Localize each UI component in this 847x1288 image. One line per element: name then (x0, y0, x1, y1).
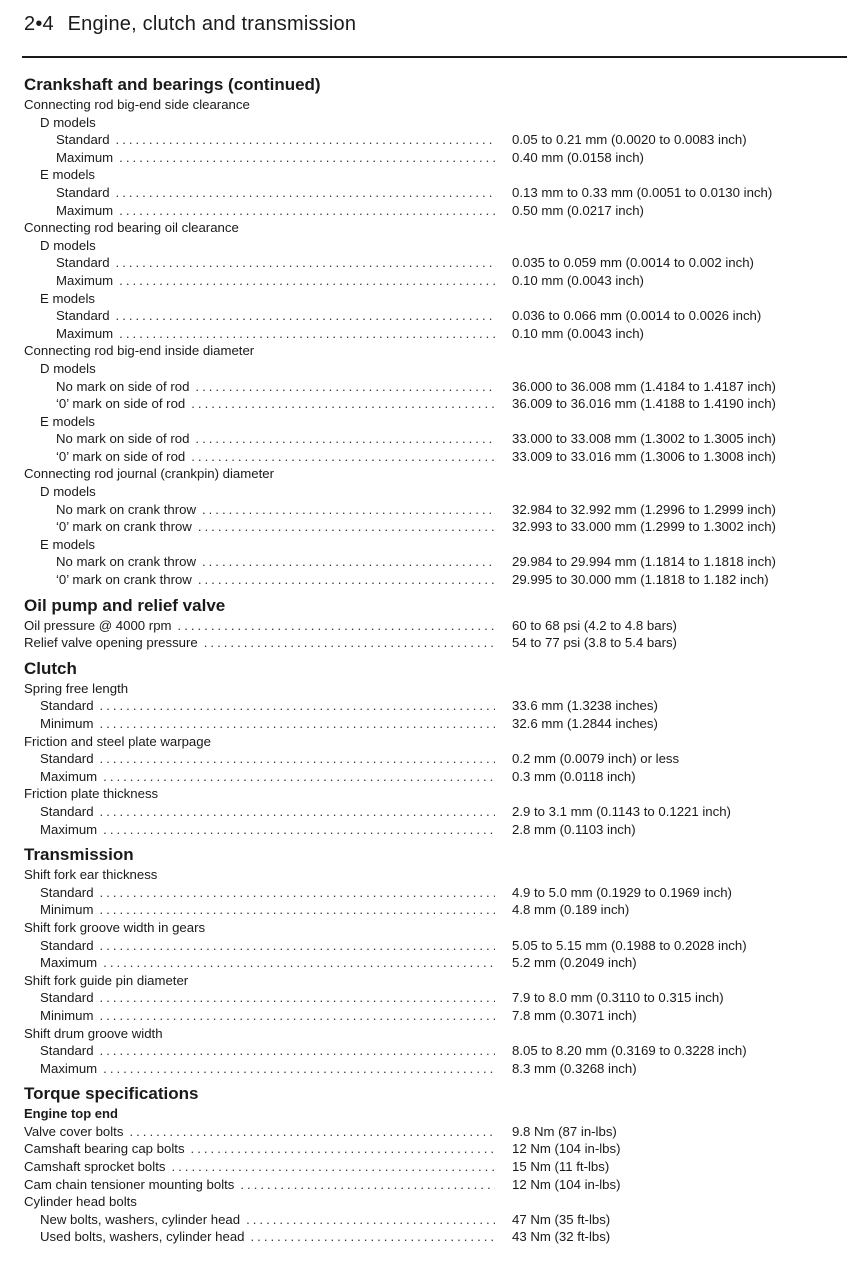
spec-label-wrap (56, 501, 495, 519)
spec-row (0, 697, 847, 715)
spec-label-wrap (56, 307, 495, 325)
spec-row (0, 1007, 847, 1025)
spec-label-wrap (56, 325, 495, 343)
spec-row (0, 1123, 847, 1141)
spec-label-wrap (56, 202, 495, 220)
spec-row (0, 219, 847, 237)
spec-label: Standard (40, 990, 94, 1006)
spec-row (0, 483, 847, 501)
spec-label-wrap (40, 290, 95, 308)
spec-value: 0.3 mm (0.0118 inch) (512, 768, 636, 784)
spec-row (0, 448, 847, 466)
spec-label: Spring free length (24, 680, 129, 696)
spec-row (0, 680, 847, 698)
spec-value: 33.000 to 33.008 mm (1.3002 to 1.3005 inch) (512, 431, 776, 447)
spec-label: Maximum (56, 325, 114, 341)
dot-leader (191, 395, 495, 413)
spec-label-wrap (24, 634, 495, 652)
spec-label: ‘0’ mark on crank throw (56, 572, 192, 588)
dot-leader (116, 307, 495, 325)
dot-leader (198, 571, 495, 589)
spec-value: 2.8 mm (0.1103 inch) (512, 821, 636, 837)
spec-label: Maximum (40, 821, 98, 837)
dot-leader (202, 553, 495, 571)
spec-label: ‘0’ mark on side of rod (56, 396, 186, 412)
spec-label: D models (40, 114, 96, 130)
spec-label-wrap (40, 166, 95, 184)
spec-row (0, 378, 847, 396)
spec-row (0, 884, 847, 902)
section-title: Oil pump and relief valve (24, 595, 226, 615)
spec-label-wrap (40, 237, 96, 255)
page-number: 2•4 (24, 13, 54, 35)
spec-value: 0.10 mm (0.0043 inch) (512, 272, 644, 288)
section-title: Transmission (24, 845, 134, 865)
dot-leader (103, 1060, 495, 1078)
spec-label: Connecting rod journal (crankpin) diameter (24, 466, 274, 482)
dot-leader (103, 821, 495, 839)
spec-value: 2.9 to 3.1 mm (0.1143 to 0.1221 inch) (512, 803, 731, 819)
dot-leader (198, 518, 495, 536)
spec-row (0, 553, 847, 571)
spec-label-wrap (40, 114, 96, 132)
spec-label: Standard (56, 132, 110, 148)
spec-value: 15 Nm (11 ft-lbs) (512, 1159, 610, 1175)
dot-leader (191, 448, 495, 466)
spec-label-wrap (56, 430, 495, 448)
spec-label: Maximum (56, 149, 114, 165)
spec-label-wrap (56, 184, 495, 202)
spec-label: ‘0’ mark on crank throw (56, 519, 192, 535)
spec-label-wrap (40, 750, 495, 768)
spec-label-wrap (56, 553, 495, 571)
spec-row (0, 989, 847, 1007)
spec-label: Minimum (40, 1007, 94, 1023)
spec-label: Maximum (56, 202, 114, 218)
spec-label-wrap (24, 1123, 495, 1141)
spec-row (0, 1042, 847, 1060)
spec-label: D models (40, 237, 96, 253)
spec-value: 7.9 to 8.0 mm (0.3110 to 0.315 inch) (512, 990, 724, 1006)
dot-leader (99, 1007, 495, 1025)
dot-leader (100, 989, 495, 1007)
dot-leader (99, 715, 495, 733)
spec-label: Minimum (40, 716, 94, 731)
spec-row (0, 149, 847, 167)
dot-leader (100, 803, 495, 821)
spec-row (0, 954, 847, 972)
dot-leader (116, 131, 495, 149)
spec-value: 33.6 mm (1.3238 inches) (512, 698, 658, 714)
spec-label-wrap (24, 919, 205, 937)
spec-label: Standard (40, 803, 94, 819)
spec-label-wrap (40, 1228, 495, 1246)
spec-row (0, 395, 847, 413)
spec-label-wrap (40, 1007, 495, 1025)
dot-leader (103, 768, 495, 786)
section-title: Clutch (24, 658, 77, 678)
spec-label: D models (40, 484, 96, 500)
spec-label: E models (40, 536, 95, 552)
spec-label-wrap (24, 1140, 495, 1158)
group-title: Engine top end (24, 1106, 118, 1122)
spec-value: 60 to 68 psi (4.2 to 4.8 bars) (512, 617, 677, 633)
spec-label: Standard (56, 255, 110, 271)
spec-label-wrap (24, 1025, 163, 1043)
spec-value: 36.009 to 36.016 mm (1.4188 to 1.4190 inch) (512, 396, 776, 412)
header-rule (22, 56, 847, 58)
spec-label-wrap (24, 96, 250, 114)
spec-label-wrap (40, 715, 495, 733)
spec-label-wrap (24, 972, 188, 990)
dot-leader (119, 325, 495, 343)
dot-leader (202, 501, 495, 519)
spec-label: Connecting rod bearing oil clearance (24, 220, 239, 236)
spec-label: Maximum (40, 955, 98, 971)
spec-row (0, 866, 847, 884)
spec-label-wrap (56, 518, 495, 536)
spec-row (0, 325, 847, 343)
spec-label-wrap (40, 697, 495, 715)
spec-row (0, 342, 847, 360)
spec-label-wrap (24, 785, 158, 803)
spec-label-wrap (40, 937, 495, 955)
spec-row (0, 501, 847, 519)
spec-label-wrap (56, 131, 495, 149)
spec-value: 0.2 mm (0.0079 inch) or less (512, 751, 680, 767)
spec-row (0, 733, 847, 751)
spec-value: 0.40 mm (0.0158 inch) (512, 149, 644, 165)
spec-label: New bolts, washers, cylinder head (40, 1211, 241, 1227)
spec-row (0, 272, 847, 290)
spec-value: 7.8 mm (0.3071 inch) (512, 1007, 637, 1023)
spec-label: Standard (40, 698, 94, 714)
spec-label-wrap (40, 803, 495, 821)
spec-row (0, 1158, 847, 1176)
dot-leader (119, 272, 495, 290)
spec-value: 32.993 to 33.000 mm (1.2999 to 1.3002 inch) (512, 519, 776, 535)
spec-row (0, 413, 847, 431)
spec-row (0, 114, 847, 132)
spec-label: E models (40, 290, 95, 306)
spec-row (0, 803, 847, 821)
spec-label: Camshaft bearing cap bolts (24, 1141, 185, 1157)
spec-label: Camshaft sprocket bolts (24, 1159, 166, 1175)
dot-leader (100, 697, 495, 715)
dot-leader (191, 1140, 495, 1158)
spec-label: Relief valve opening pressure (24, 635, 198, 651)
spec-row (0, 1228, 847, 1246)
dot-leader (100, 750, 495, 768)
spec-label: Standard (40, 751, 94, 767)
spec-label-wrap (40, 901, 495, 919)
spec-row (0, 617, 847, 635)
dot-leader (119, 149, 495, 167)
spec-label-wrap (24, 342, 254, 360)
spec-label-wrap (40, 954, 495, 972)
spec-row (0, 768, 847, 786)
spec-value: 8.05 to 8.20 mm (0.3169 to 0.3228 inch) (512, 1043, 747, 1059)
spec-value: 8.3 mm (0.3268 inch) (512, 1060, 637, 1076)
spec-label-wrap (40, 1042, 495, 1060)
spec-label-wrap (56, 448, 495, 466)
spec-label-wrap (40, 1211, 495, 1229)
spec-label-wrap (56, 378, 495, 396)
dot-leader (100, 884, 495, 902)
spec-row (0, 937, 847, 955)
spec-value: 0.50 mm (0.0217 inch) (512, 202, 644, 218)
spec-value: 29.984 to 29.994 mm (1.1814 to 1.1818 inch) (512, 554, 776, 570)
spec-row (0, 821, 847, 839)
spec-row (0, 518, 847, 536)
spec-row (0, 254, 847, 272)
dot-leader (129, 1123, 495, 1141)
spec-value: 36.000 to 36.008 mm (1.4184 to 1.4187 inch) (512, 378, 776, 394)
spec-value: 33.009 to 33.016 mm (1.3006 to 1.3008 inch) (512, 448, 776, 464)
spec-label: No mark on side of rod (56, 378, 190, 394)
spec-label-wrap (24, 465, 274, 483)
spec-label-wrap (24, 1176, 495, 1194)
page-header-title: Engine, clutch and transmission (67, 13, 357, 35)
spec-label: Friction plate thickness (24, 786, 159, 802)
dot-leader (246, 1211, 495, 1229)
dot-leader (178, 617, 495, 635)
spec-value: 54 to 77 psi (3.8 to 5.4 bars) (512, 635, 677, 651)
spec-label-wrap (56, 395, 495, 413)
spec-value: 32.984 to 32.992 mm (1.2996 to 1.2999 inch) (512, 501, 776, 517)
spec-value: 5.05 to 5.15 mm (0.1988 to 0.2028 inch) (512, 937, 747, 953)
spec-row (0, 536, 847, 554)
spec-value: 29.995 to 30.000 mm (1.1818 to 1.182 inch) (512, 572, 769, 588)
spec-value: 0.05 to 0.21 mm (0.0020 to 0.0083 inch) (512, 132, 747, 148)
spec-row (0, 465, 847, 483)
page-header (24, 13, 356, 36)
spec-label-wrap (56, 254, 495, 272)
spec-value: 4.8 mm (0.189 inch) (512, 902, 630, 918)
spec-label-wrap (24, 219, 239, 237)
spec-label: E models (40, 167, 95, 183)
dot-leader (100, 937, 495, 955)
section-title: Crankshaft and bearings (continued) (24, 75, 321, 94)
spec-row (0, 750, 847, 768)
spec-label: Connecting rod big-end side clearance (24, 97, 250, 112)
spec-label-wrap (40, 821, 495, 839)
dot-leader (240, 1176, 495, 1194)
section-title: Torque specifications (24, 1084, 199, 1104)
spec-label: Oil pressure @ 4000 rpm (24, 617, 172, 633)
spec-label: Cylinder head bolts (24, 1194, 137, 1210)
spec-label: Maximum (56, 272, 114, 288)
spec-row (0, 571, 847, 589)
spec-row (0, 901, 847, 919)
dot-leader (195, 378, 495, 396)
spec-value: 32.6 mm (1.2844 inches) (512, 716, 658, 731)
spec-row (0, 1140, 847, 1158)
spec-value: 12 Nm (104 in-lbs) (512, 1141, 621, 1157)
dot-leader (116, 254, 495, 272)
spec-label: Valve cover bolts (24, 1123, 124, 1139)
spec-label-wrap (24, 680, 128, 698)
spec-row (0, 785, 847, 803)
spec-label: Friction and steel plate warpage (24, 733, 211, 749)
spec-content (0, 70, 847, 1246)
spec-row (0, 1025, 847, 1043)
spec-label: Maximum (40, 768, 98, 784)
spec-row (0, 972, 847, 990)
spec-label: Standard (40, 884, 94, 900)
dot-leader (119, 202, 495, 220)
spec-label: Used bolts, washers, cylinder head (40, 1229, 245, 1245)
spec-row (0, 237, 847, 255)
spec-row (0, 96, 847, 114)
spec-row (0, 715, 847, 733)
spec-value: 4.9 to 5.0 mm (0.1929 to 0.1969 inch) (512, 884, 732, 900)
spec-label: Standard (56, 184, 110, 200)
spec-label: Shift fork groove width in gears (24, 919, 206, 935)
spec-row (0, 1193, 847, 1211)
spec-label: Standard (40, 1043, 94, 1059)
spec-label-wrap (24, 733, 211, 751)
spec-row (0, 184, 847, 202)
spec-label: Minimum (40, 902, 94, 918)
spec-label: Shift drum groove width (24, 1025, 163, 1041)
spec-label-wrap (56, 571, 495, 589)
spec-label-wrap (40, 536, 95, 554)
spec-label-wrap (40, 360, 96, 378)
spec-row (0, 307, 847, 325)
spec-row (0, 1176, 847, 1194)
spec-row (0, 360, 847, 378)
spec-value: 0.13 mm to 0.33 mm (0.0051 to 0.0130 inch) (512, 184, 773, 200)
dot-leader (99, 901, 495, 919)
spec-label-wrap (56, 272, 495, 290)
spec-label-wrap (40, 768, 495, 786)
dot-leader (251, 1228, 495, 1246)
spec-label: Cam chain tensioner mounting bolts (24, 1176, 235, 1192)
spec-value: 12 Nm (104 in-lbs) (512, 1176, 621, 1192)
dot-leader (171, 1158, 495, 1176)
spec-value: 9.8 Nm (87 in-lbs) (512, 1123, 617, 1139)
spec-label-wrap (40, 413, 95, 431)
spec-label-wrap (40, 483, 96, 501)
spec-value: 0.035 to 0.059 mm (0.0014 to 0.002 inch) (512, 255, 754, 271)
spec-label: E models (40, 413, 95, 429)
spec-row (0, 202, 847, 220)
spec-value: 5.2 mm (0.2049 inch) (512, 955, 637, 971)
spec-row (0, 919, 847, 937)
spec-label: ‘0’ mark on side of rod (56, 448, 186, 464)
spec-row (0, 634, 847, 652)
spec-row (0, 430, 847, 448)
spec-row (0, 1211, 847, 1229)
spec-label: Standard (56, 308, 110, 324)
spec-value: 43 Nm (32 ft-lbs) (512, 1229, 611, 1245)
spec-value: 0.036 to 0.066 mm (0.0014 to 0.0026 inch) (512, 308, 762, 324)
spec-label-wrap (24, 866, 157, 884)
spec-label-wrap (24, 1158, 495, 1176)
dot-leader (195, 430, 495, 448)
spec-label-wrap (56, 149, 495, 167)
dot-leader (100, 1042, 495, 1060)
spec-label-wrap (40, 989, 495, 1007)
spec-label-wrap (40, 1060, 495, 1078)
spec-label: Connecting rod big-end inside diameter (24, 343, 255, 359)
dot-leader (116, 184, 495, 202)
spec-value: 47 Nm (35 ft-lbs) (512, 1211, 611, 1227)
spec-label: Maximum (40, 1060, 98, 1076)
spec-row (0, 166, 847, 184)
spec-label: No mark on crank throw (56, 501, 196, 517)
spec-label-wrap (24, 1193, 137, 1211)
spec-label: Shift fork guide pin diameter (24, 972, 189, 988)
spec-label: No mark on crank throw (56, 554, 196, 570)
spec-value: 0.10 mm (0.0043 inch) (512, 325, 644, 341)
spec-label: No mark on side of rod (56, 431, 190, 447)
spec-label: Standard (40, 937, 94, 953)
spec-row (0, 131, 847, 149)
spec-label: Shift fork ear thickness (24, 867, 158, 883)
dot-leader (204, 634, 495, 652)
spec-label-wrap (40, 884, 495, 902)
spec-row (0, 290, 847, 308)
spec-label-wrap (24, 617, 495, 635)
spec-label: D models (40, 360, 96, 376)
dot-leader (103, 954, 495, 972)
spec-row (0, 1060, 847, 1078)
